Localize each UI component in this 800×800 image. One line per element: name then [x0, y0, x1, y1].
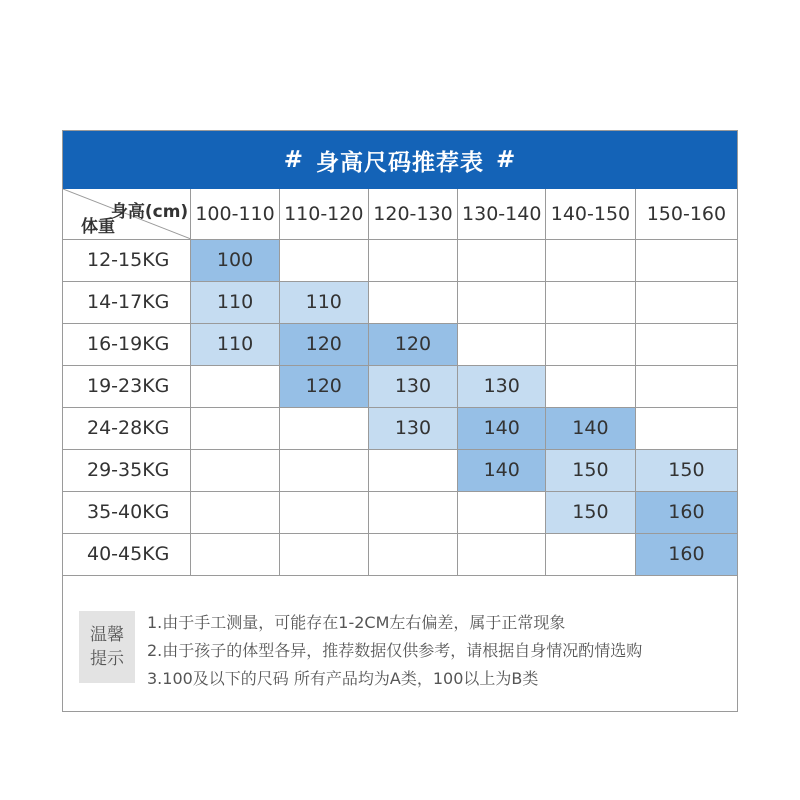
- size-cell: [368, 239, 458, 281]
- size-cell: [458, 239, 546, 281]
- size-cell: 110: [191, 323, 280, 365]
- size-cell: [458, 491, 546, 533]
- size-cell: [279, 449, 368, 491]
- title-hash-left: #: [283, 147, 304, 173]
- size-cell: 110: [191, 281, 280, 323]
- size-cell: [191, 533, 280, 575]
- size-cell: [635, 239, 737, 281]
- weight-label: 19-23KG: [63, 365, 191, 407]
- size-cell: 150: [546, 491, 636, 533]
- size-cell: 130: [368, 407, 458, 449]
- chart-title: 身高尺码推荐表: [316, 149, 484, 176]
- table-row: [63, 281, 737, 323]
- column-header: 120-130: [368, 189, 458, 239]
- size-table: [63, 189, 737, 576]
- size-cell: [546, 533, 636, 575]
- column-header: 100-110: [191, 189, 280, 239]
- tip-item: 3.100及以下的尺码 所有产品均为A类，100以上为B类: [147, 669, 539, 688]
- table-row: [63, 365, 737, 407]
- size-cell: 130: [458, 365, 546, 407]
- tip-item: 1.由于手工测量，可能存在1-2CM左右偏差，属于正常现象: [147, 613, 566, 632]
- table-row: [63, 239, 737, 281]
- column-header: 110-120: [279, 189, 368, 239]
- size-cell: 150: [546, 449, 636, 491]
- chart-title-bar: [63, 131, 737, 189]
- size-cell: [546, 281, 636, 323]
- weight-label: 24-28KG: [63, 407, 191, 449]
- size-cell: [635, 281, 737, 323]
- size-cell: [546, 239, 636, 281]
- size-cell: [368, 533, 458, 575]
- size-cell: [279, 533, 368, 575]
- height-axis-label: 身高(cm): [110, 202, 189, 222]
- header-row: [63, 189, 737, 239]
- corner-header: [63, 189, 191, 239]
- size-cell: 120: [368, 323, 458, 365]
- size-cell: 140: [546, 407, 636, 449]
- size-cell: [368, 281, 458, 323]
- weight-label: 35-40KG: [63, 491, 191, 533]
- size-cell: [635, 323, 737, 365]
- size-cell: [458, 323, 546, 365]
- size-cell: [368, 449, 458, 491]
- size-cell: 160: [635, 533, 737, 575]
- table-row: [63, 323, 737, 365]
- weight-label: 14-17KG: [63, 281, 191, 323]
- size-cell: 100: [191, 239, 280, 281]
- title-hash-right: #: [496, 147, 517, 173]
- table-row: [63, 449, 737, 491]
- column-header: 150-160: [635, 189, 737, 239]
- size-cell: [191, 365, 280, 407]
- size-cell: 150: [635, 449, 737, 491]
- size-cell: [546, 323, 636, 365]
- size-cell: [279, 491, 368, 533]
- weight-label: 29-35KG: [63, 449, 191, 491]
- size-cell: 120: [279, 365, 368, 407]
- weight-label: 16-19KG: [63, 323, 191, 365]
- size-cell: [191, 407, 280, 449]
- size-cell: [458, 281, 546, 323]
- table-row: [63, 533, 737, 575]
- size-cell: 130: [368, 365, 458, 407]
- size-cell: 140: [458, 449, 546, 491]
- size-cell: [458, 533, 546, 575]
- table-row: [63, 407, 737, 449]
- size-cell: 160: [635, 491, 737, 533]
- size-cell: [368, 491, 458, 533]
- size-cell: 110: [279, 281, 368, 323]
- weight-axis-label: 体重: [81, 216, 115, 237]
- tips-badge: [79, 611, 135, 683]
- tips-badge-label: 温馨提示: [90, 625, 124, 669]
- size-cell: [279, 239, 368, 281]
- size-cell: [279, 407, 368, 449]
- size-chart-card: [62, 130, 738, 712]
- column-header: 130-140: [458, 189, 546, 239]
- size-cell: [635, 407, 737, 449]
- size-cell: [191, 491, 280, 533]
- column-header: 140-150: [546, 189, 636, 239]
- weight-label: 40-45KG: [63, 533, 191, 575]
- size-cell: [191, 449, 280, 491]
- tips-list: [147, 609, 747, 693]
- tip-item: 2.由于孩子的体型各异，推荐数据仅供参考，请根据自身情况酌情选购: [147, 641, 643, 660]
- size-cell: [546, 365, 636, 407]
- weight-label: 12-15KG: [63, 239, 191, 281]
- table-row: [63, 491, 737, 533]
- size-cell: [635, 365, 737, 407]
- size-cell: 120: [279, 323, 368, 365]
- size-cell: 140: [458, 407, 546, 449]
